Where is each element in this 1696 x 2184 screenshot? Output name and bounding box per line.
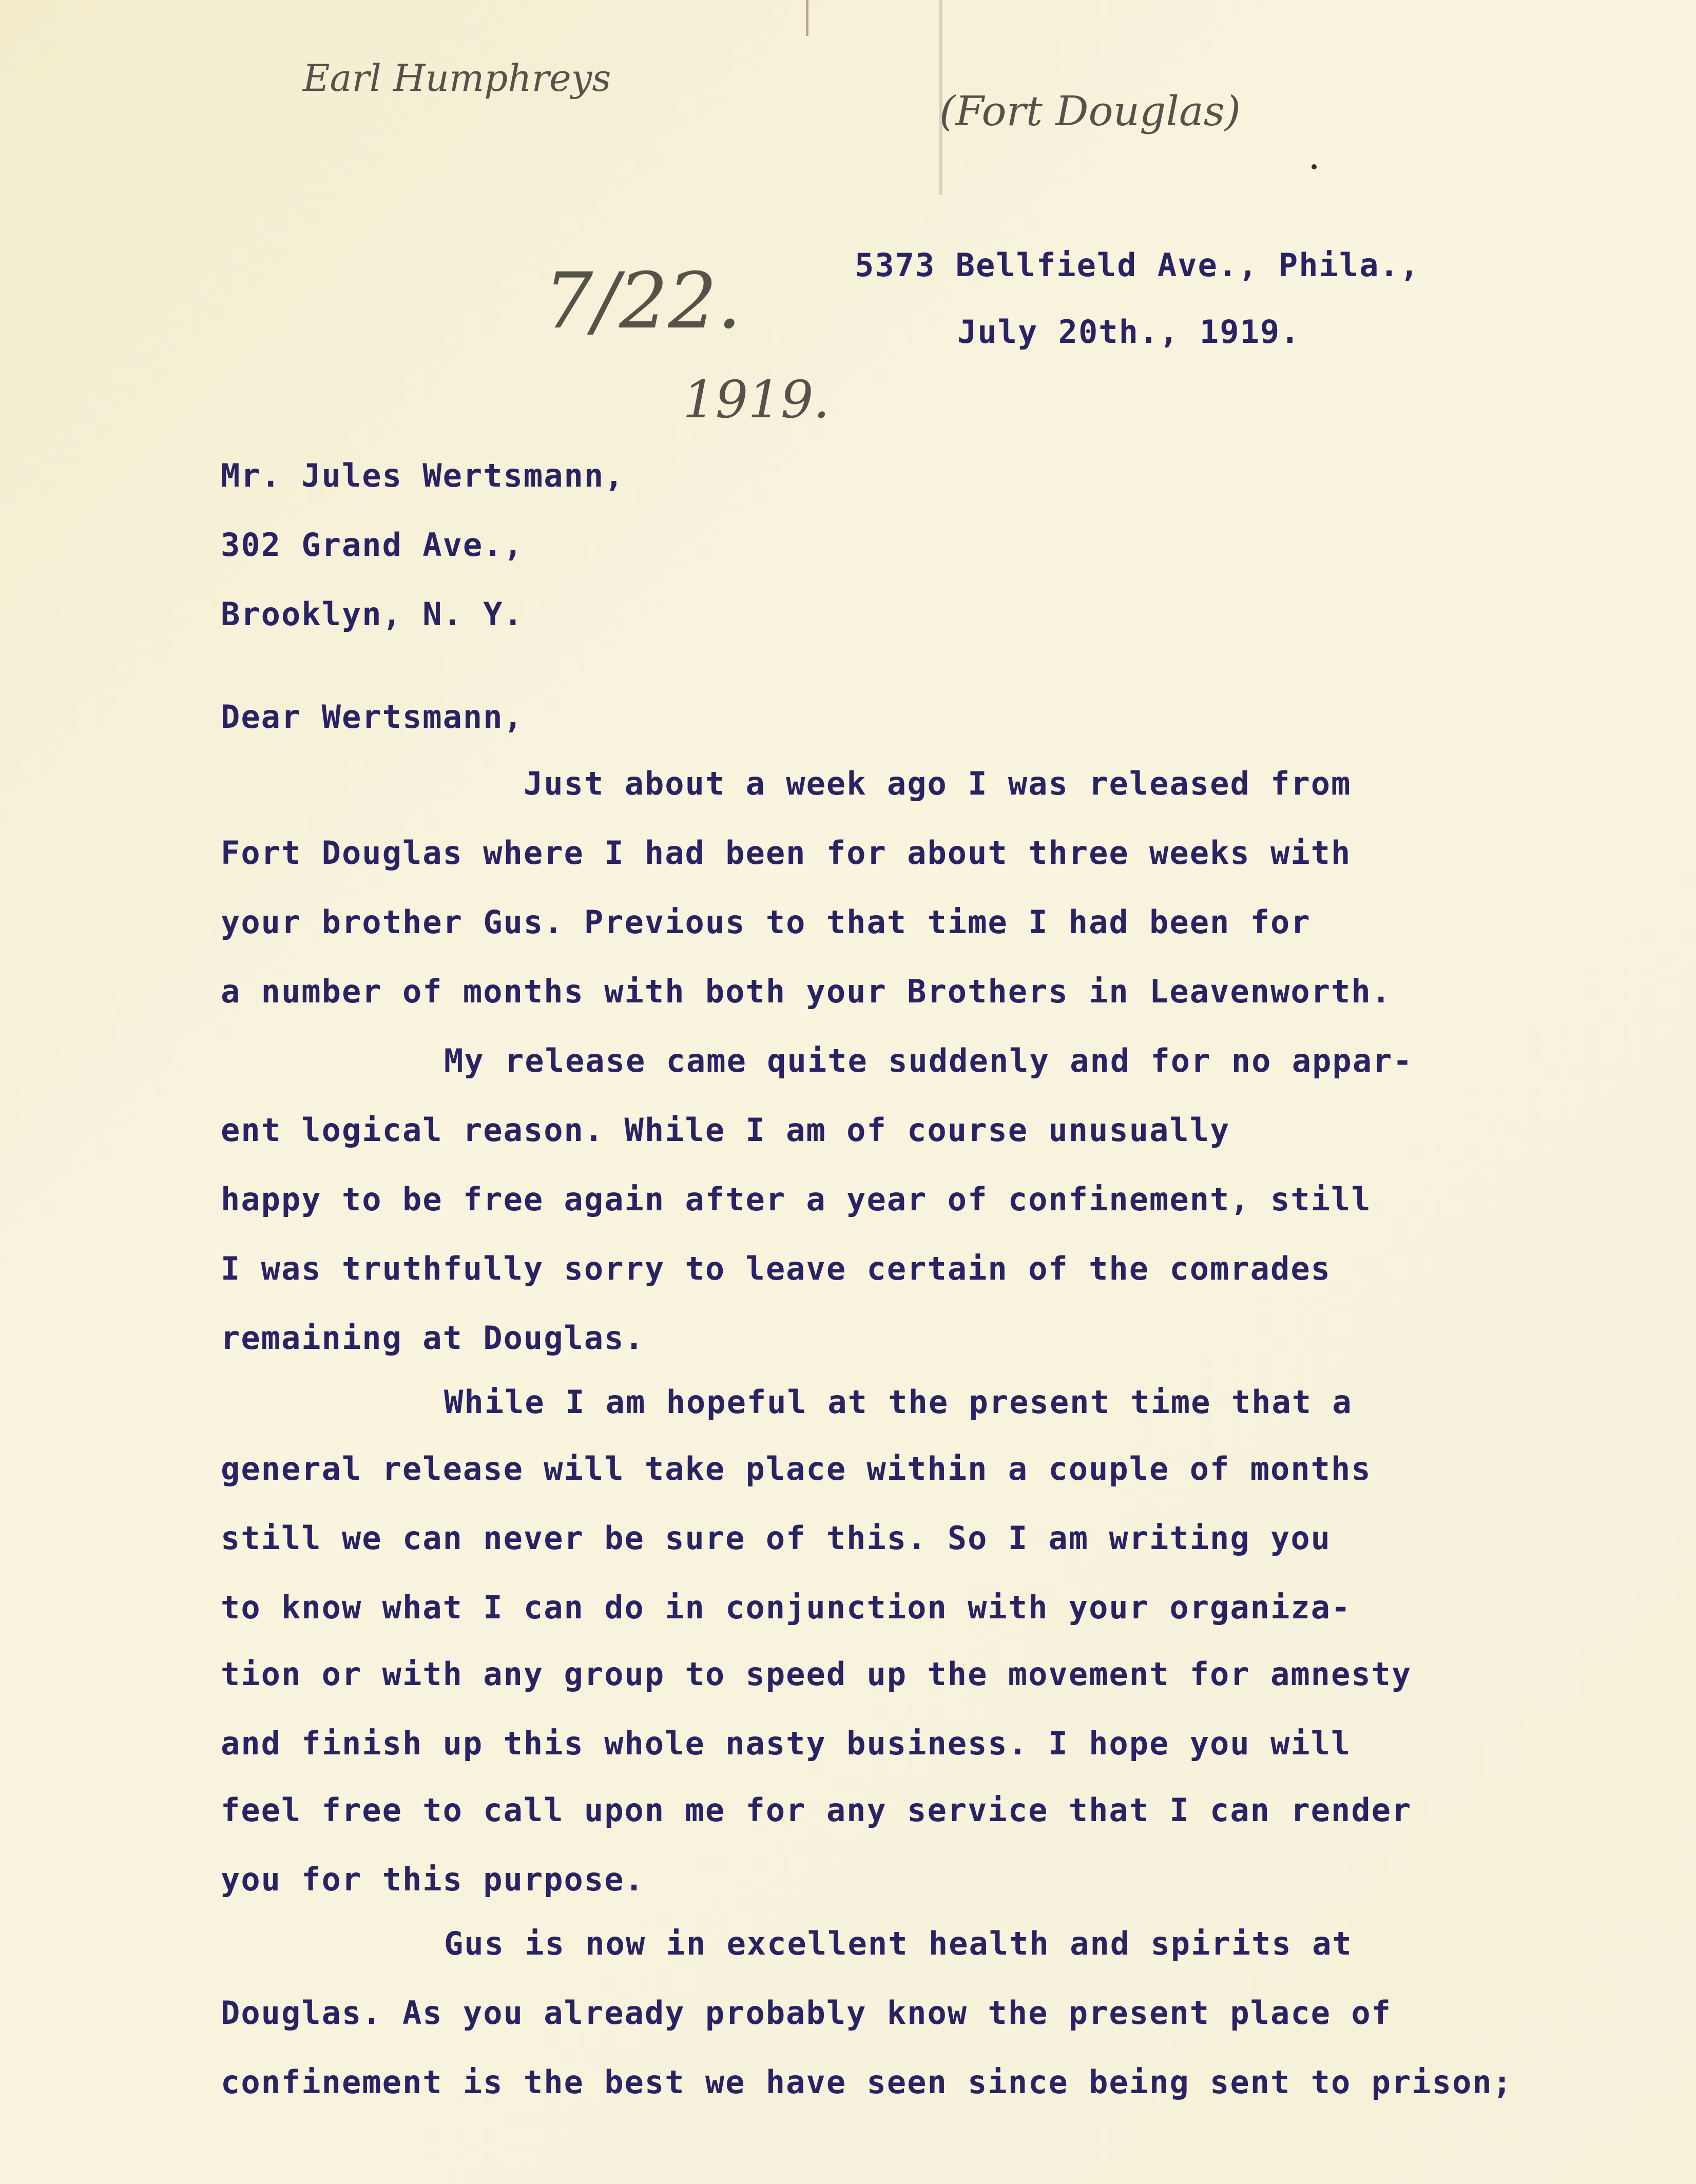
recipient-name: Mr. Jules Wertsmann,	[221, 457, 625, 494]
ink-spot	[1312, 164, 1317, 169]
paper-tear	[806, 0, 808, 36]
sender-address: 5373 Bellfield Ave., Phila.,	[855, 246, 1420, 284]
handwritten-year: 1919.	[683, 370, 830, 430]
salutation: Dear Wertsmann,	[221, 698, 524, 736]
body-line: confinement is the best we have seen since being sent to prison;	[221, 2063, 1513, 2101]
body-line: you for this purpose.	[221, 1861, 645, 1898]
body-line: still we can never be sure of this. So I am writing you	[221, 1519, 1331, 1557]
handwritten-date: 7/22.	[544, 257, 742, 346]
body-line: While I am hopeful at the present time that a	[444, 1383, 1353, 1421]
body-line: feel free to call upon me for any service that I can render	[221, 1791, 1412, 1829]
body-line: I was truthfully sorry to leave certain of the comrades	[221, 1250, 1331, 1287]
handwritten-name: Earl Humphreys	[303, 56, 611, 100]
body-line: Gus is now in excellent health and spirits at	[444, 1925, 1353, 1962]
body-line: tion or with any group to speed up the movement for amnesty	[221, 1655, 1412, 1693]
handwritten-location: (Fort Douglas)	[939, 87, 1241, 135]
body-line: to know what I can do in conjunction with your organiza-	[221, 1589, 1352, 1626]
recipient-city: Brooklyn, N. Y.	[221, 595, 524, 633]
body-line: and finish up this whole nasty business. I hope you will	[221, 1725, 1352, 1762]
body-line: Douglas. As you already probably know the present place of	[221, 1994, 1392, 2032]
body-line: remaining at Douglas.	[221, 1319, 645, 1357]
body-line: your brother Gus. Previous to that time I had been for	[221, 903, 1311, 941]
recipient-street: 302 Grand Ave.,	[221, 526, 524, 564]
body-line: a number of months with both your Brothers in Leavenworth.	[221, 973, 1392, 1010]
body-line: Just about a week ago I was released from	[524, 765, 1352, 802]
body-line: general release will take place within a couple of months	[221, 1450, 1372, 1487]
body-line: happy to be free again after a year of confinement, still	[221, 1181, 1372, 1218]
body-line: My release came quite suddenly and for no appar-	[444, 1042, 1413, 1079]
body-line: Fort Douglas where I had been for about three weeks with	[221, 834, 1352, 872]
letter-date: July 20th., 1919.	[957, 313, 1301, 351]
body-line: ent logical reason. While I am of course unusually	[221, 1111, 1230, 1149]
